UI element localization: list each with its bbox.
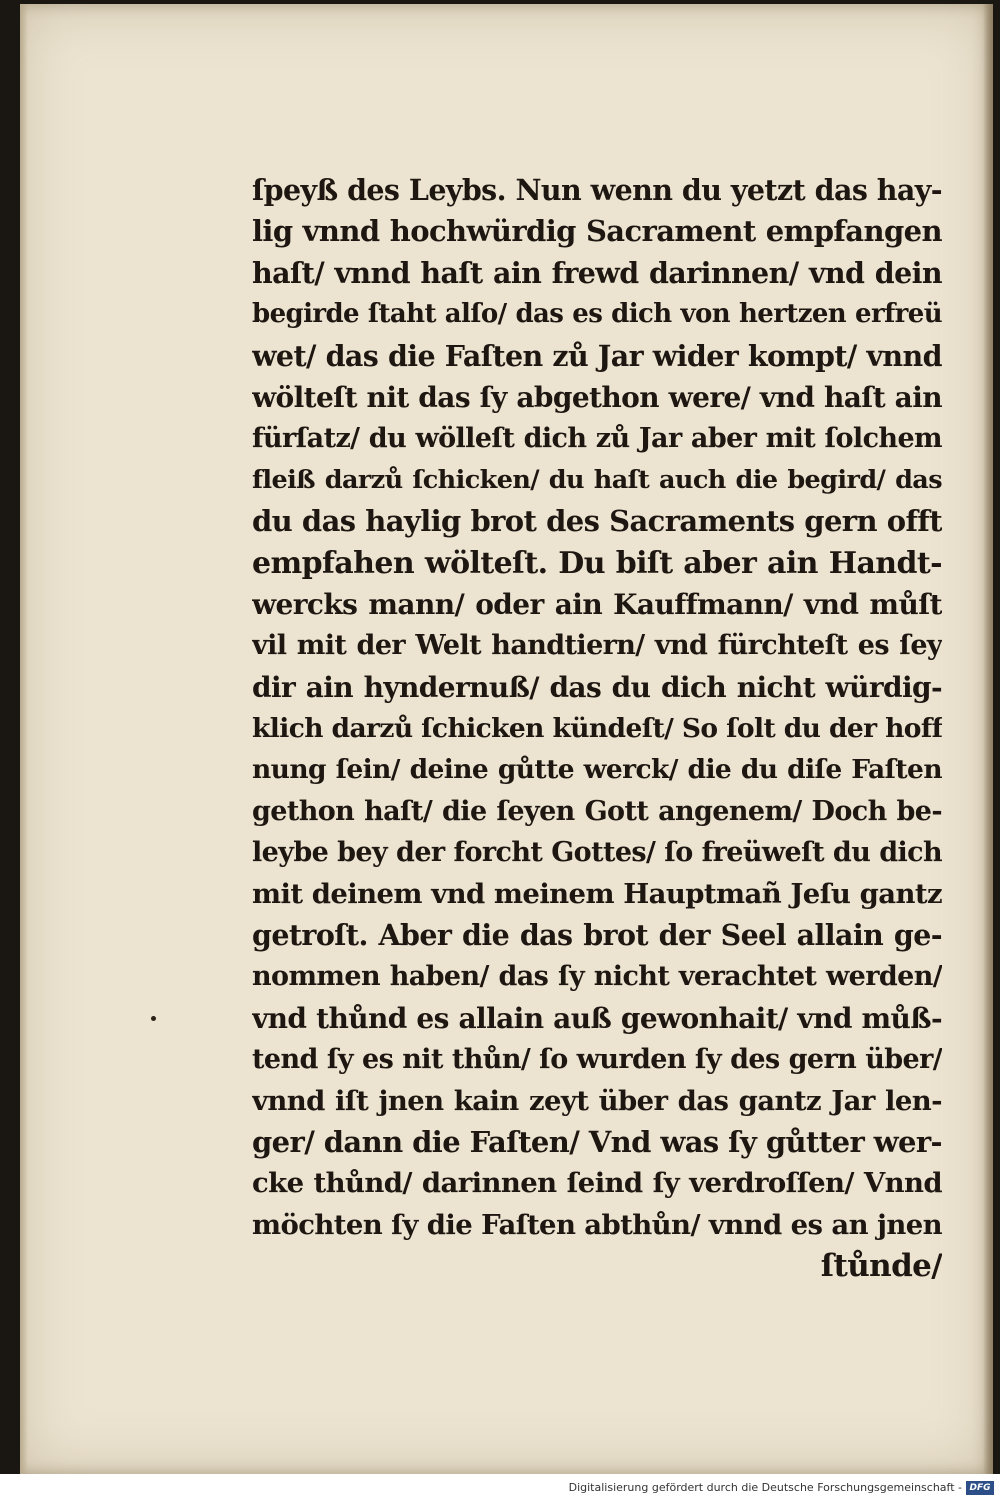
text-line: gethon haſt/ die ſeyen Gott angenem/ Doch be-: [252, 795, 942, 827]
text-block: [252, 170, 942, 1288]
text-line: nung ſein/ deine gůtte werck/ die du diſe Faſten: [252, 754, 942, 786]
text-line: getroſt. Aber die das brot der Seel allain ge-: [252, 918, 942, 953]
text-line: haſt/ vnnd haſt ain frewd darinnen/ vnd dein: [252, 255, 942, 290]
text-line: lig vnnd hochwürdig Sacrament empfangen: [252, 214, 942, 249]
text-line: begirde ſtaht alſo/ das es dich von hertzen erfreü: [252, 299, 942, 330]
text-line: fleiß darzů ſchicken/ du haſt auch die begird/ das: [252, 464, 942, 495]
funding-credit: Digitalisierung gefördert durch die Deutsche Forschungsgemeinschaft -: [568, 1481, 962, 1494]
text-line: wet/ das die Faſten zů Jar wider kompt/ vnnd: [252, 338, 942, 373]
text-line: wercks mann/ oder ain Kauffmann/ vnd můſt: [252, 587, 942, 621]
text-line: möchten ſy die Faſten abthůn/ vnnd es an jnen: [252, 1208, 942, 1241]
text-line: fürſatz/ du wölleſt dich zů Jar aber mit ſolchem: [252, 423, 942, 455]
page-edge-right: [983, 4, 993, 1474]
text-line: vil mit der Welt handtiern/ vnd fürchteſt es ſey: [252, 630, 942, 662]
text-line: mit deinem vnd meinem Hauptmañ Jeſu gantz: [252, 877, 942, 910]
text-line: ſpeyß des Leybs. Nun wenn du yetzt das hay-: [252, 173, 942, 207]
text-line: dir ain hyndernuß/ das du dich nicht würdig-: [252, 670, 942, 704]
dfg-logo: DFG: [966, 1481, 994, 1495]
text-line: ger/ dann die Faſten/ Vnd was ſy gůtter wer-: [252, 1124, 942, 1159]
text-line: tend ſy es nit thůn/ ſo wurden ſy des gern über/: [252, 1044, 942, 1076]
text-line: vnd thůnd es allain auß gewonhait/ vnd můß-: [252, 1001, 942, 1035]
text-line: nommen haben/ das ſy nicht verachtet werden/: [252, 961, 942, 993]
text-line: leybe bey der forcht Gottes/ ſo freüweſt du dich: [252, 837, 942, 869]
text-line: du das haylig brot des Sacraments gern offt: [252, 504, 942, 539]
text-line: klich darzů ſchicken kündeſt/ So ſolt du der hoff: [252, 713, 942, 745]
text-line: empfahen wölteſt. Du biſt aber ain Handt-: [252, 545, 942, 581]
text-line: cke thůnd/ darinnen ſeind ſy verdroſſen/ Vnnd: [252, 1167, 942, 1200]
ink-speck: [151, 1016, 156, 1021]
text-line: vnnd iſt jnen kain zeyt über das gantz Jar len-: [252, 1084, 942, 1117]
digitization-footer: [0, 1474, 1000, 1502]
text-line: wölteſt nit das ſy abgethon were/ vnd haſt ain: [252, 380, 942, 414]
catchword: ſtůnde/: [820, 1248, 942, 1285]
page-edge-left: [20, 4, 28, 1474]
